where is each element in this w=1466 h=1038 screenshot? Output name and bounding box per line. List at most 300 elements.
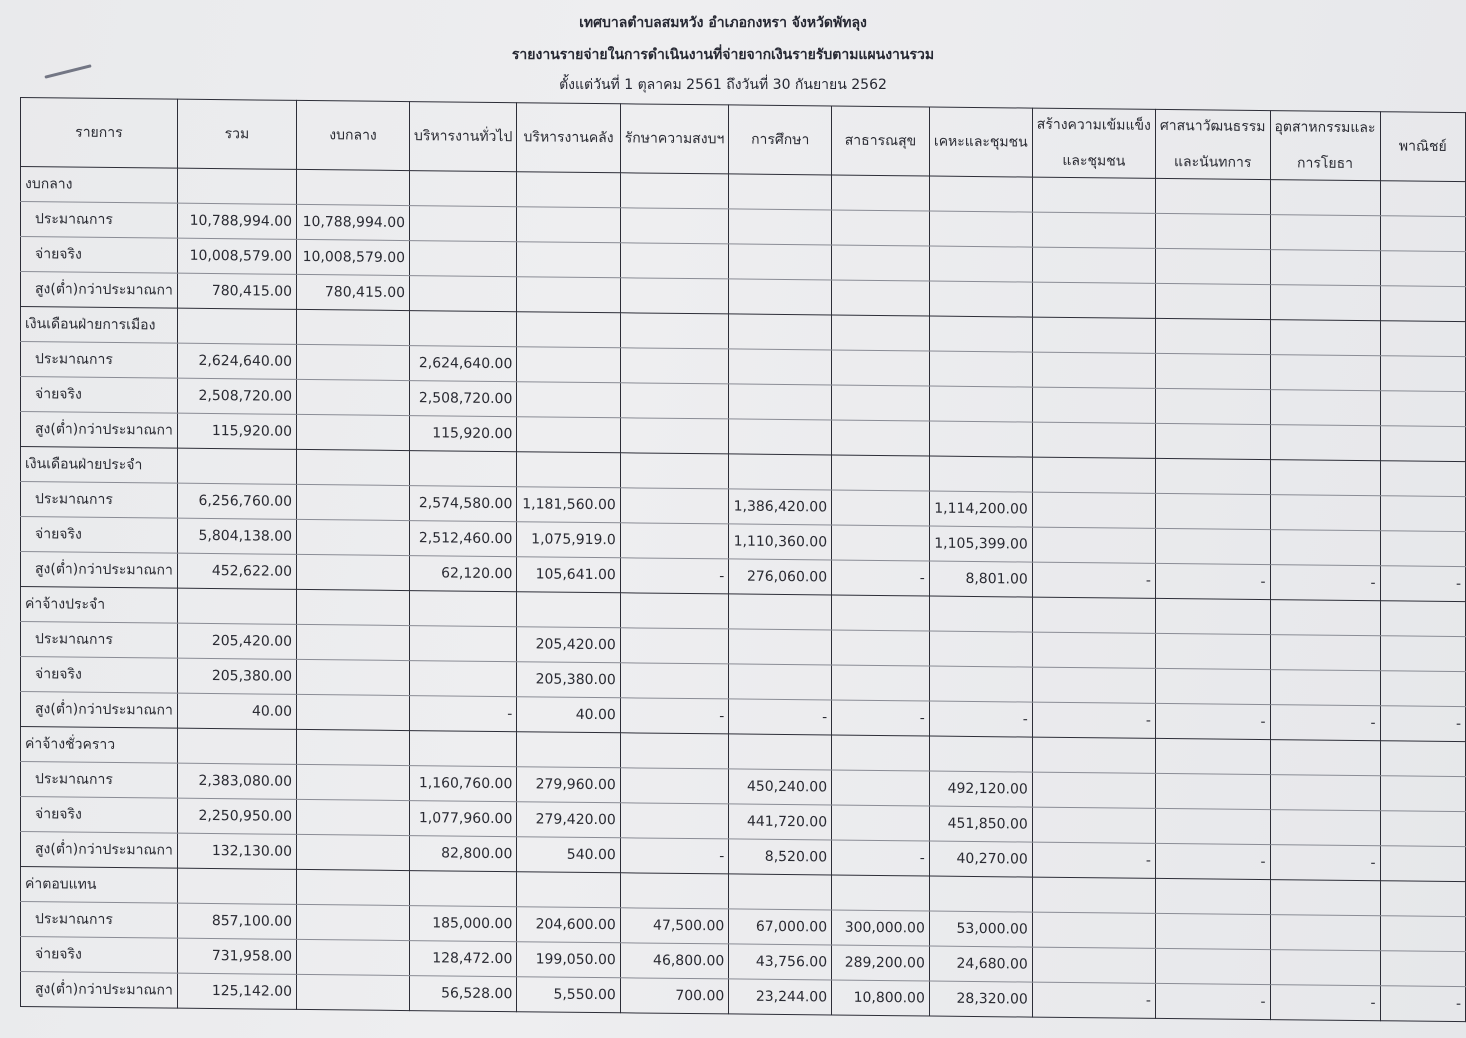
- table-cell: 780,415.00: [297, 274, 410, 310]
- row-label: สูง(ต่ำ)กว่าประมาณกา: [21, 692, 178, 729]
- table-cell: [1270, 320, 1380, 356]
- table-cell: [832, 805, 930, 841]
- table-cell: 205,420.00: [177, 623, 296, 659]
- table-cell: -: [1032, 842, 1155, 878]
- report-body: [21, 167, 1466, 1022]
- row-label: จ่ายจริง: [21, 797, 178, 834]
- table-cell: [1270, 530, 1380, 566]
- table-cell: [517, 277, 620, 313]
- table-cell: 300,000.00: [832, 910, 930, 946]
- table-cell: 5,804,138.00: [177, 518, 296, 554]
- table-cell: [620, 383, 729, 419]
- table-cell: [297, 659, 410, 695]
- table-cell: [729, 314, 832, 350]
- table-cell: 125,142.00: [177, 973, 296, 1009]
- group-title: เงินเดือนฝ่ายประจำ: [21, 447, 178, 484]
- table-cell: [1270, 495, 1380, 531]
- table-cell: 2,508,720.00: [177, 378, 296, 414]
- table-cell: [297, 694, 410, 730]
- table-cell: 10,800.00: [832, 980, 930, 1016]
- table-cell: [1155, 528, 1270, 564]
- table-cell: [297, 764, 410, 800]
- table-cell: [1270, 635, 1380, 671]
- table-cell: 23,244.00: [729, 979, 832, 1015]
- table-cell: [1380, 671, 1465, 707]
- row-label: ประมาณการ: [21, 482, 178, 519]
- table-cell: -: [1380, 986, 1465, 1022]
- table-cell: -: [1032, 982, 1155, 1018]
- table-cell: [729, 664, 832, 700]
- table-cell: [620, 313, 729, 349]
- table-cell: [1155, 808, 1270, 844]
- table-cell: [410, 626, 517, 662]
- table-cell: [297, 904, 410, 940]
- table-cell: [297, 834, 410, 870]
- table-cell: 1,105,399.00: [929, 526, 1032, 562]
- column-header: บริหารงานทั่วไป: [410, 102, 517, 172]
- table-cell: [1032, 912, 1155, 948]
- table-cell: 199,050.00: [517, 942, 620, 978]
- table-cell: [1270, 740, 1380, 776]
- table-cell: [1032, 282, 1155, 318]
- table-cell: [1032, 422, 1155, 458]
- table-cell: [297, 169, 410, 205]
- table-cell: [1032, 352, 1155, 388]
- table-cell: 492,120.00: [929, 771, 1032, 807]
- table-cell: -: [1380, 566, 1465, 602]
- table-cell: 185,000.00: [410, 906, 517, 942]
- table-cell: -: [1155, 983, 1270, 1019]
- row-label: ประมาณการ: [21, 622, 178, 659]
- expense-report-table: [20, 97, 1466, 1022]
- column-header: เคหะและชุมชน: [929, 107, 1032, 177]
- table-cell: 40.00: [177, 693, 296, 729]
- row-label: สูง(ต่ำ)กว่าประมาณกา: [21, 272, 178, 309]
- table-cell: [929, 876, 1032, 912]
- table-cell: [1032, 177, 1155, 213]
- table-cell: [620, 523, 729, 559]
- table-cell: [620, 348, 729, 384]
- table-cell: 10,008,579.00: [297, 239, 410, 275]
- table-cell: 67,000.00: [729, 909, 832, 945]
- table-cell: 28,320.00: [929, 981, 1032, 1017]
- table-cell: [620, 208, 729, 244]
- table-cell: [1270, 285, 1380, 321]
- table-cell: [620, 733, 729, 769]
- table-cell: -: [832, 700, 930, 736]
- table-cell: [832, 350, 930, 386]
- table-cell: -: [1155, 843, 1270, 879]
- table-cell: 105,641.00: [517, 557, 620, 593]
- table-cell: 279,960.00: [517, 767, 620, 803]
- column-header: งบกลาง: [297, 100, 410, 170]
- row-label: ประมาณการ: [21, 902, 178, 939]
- table-cell: -: [1032, 702, 1155, 738]
- table-cell: 115,920.00: [177, 413, 296, 449]
- table-cell: -: [620, 838, 729, 874]
- table-cell: [410, 451, 517, 487]
- table-cell: [1155, 633, 1270, 669]
- table-cell: [1155, 668, 1270, 704]
- table-cell: 5,550.00: [517, 977, 620, 1013]
- row-label: ประมาณการ: [21, 342, 178, 379]
- table-cell: [297, 449, 410, 485]
- table-cell: -: [832, 560, 930, 596]
- column-header-line1: อุตสาหกรรมและ: [1274, 119, 1376, 137]
- table-cell: [517, 592, 620, 628]
- table-cell: 451,850.00: [929, 806, 1032, 842]
- table-cell: [1270, 950, 1380, 986]
- table-cell: [1270, 880, 1380, 916]
- table-cell: [1155, 213, 1270, 249]
- report-org-title: เทศบาลตำบลสมหวัง อำเภอกงหรา จังหวัดพัทลุง: [579, 15, 867, 31]
- table-cell: 8,801.00: [929, 561, 1032, 597]
- table-cell: [1270, 460, 1380, 496]
- table-cell: [1032, 737, 1155, 773]
- table-cell: [832, 175, 930, 211]
- table-cell: [1032, 877, 1155, 913]
- table-cell: [729, 384, 832, 420]
- table-cell: [297, 589, 410, 625]
- table-cell: [177, 308, 296, 344]
- column-header: [1155, 109, 1270, 179]
- table-cell: [1155, 388, 1270, 424]
- table-cell: [1270, 600, 1380, 636]
- table-cell: [832, 595, 930, 631]
- table-cell: [1380, 811, 1465, 847]
- row-label: ประมาณการ: [21, 202, 178, 239]
- table-cell: [832, 770, 930, 806]
- table-cell: [929, 211, 1032, 247]
- table-cell: [1155, 353, 1270, 389]
- table-cell: -: [929, 701, 1032, 737]
- table-cell: [517, 452, 620, 488]
- table-cell: 2,508,720.00: [410, 381, 517, 417]
- table-cell: [929, 316, 1032, 352]
- table-cell: [832, 385, 930, 421]
- row-label: สูง(ต่ำ)กว่าประมาณกา: [21, 972, 178, 1009]
- table-cell: [1155, 178, 1270, 214]
- table-cell: [1270, 390, 1380, 426]
- table-cell: [929, 281, 1032, 317]
- table-cell: 10,788,994.00: [297, 204, 410, 240]
- table-cell: [1270, 810, 1380, 846]
- table-cell: [517, 172, 620, 208]
- table-cell: 62,120.00: [410, 556, 517, 592]
- table-cell: -: [1270, 705, 1380, 741]
- column-header: บริหารงานคลัง: [517, 103, 620, 173]
- table-cell: 43,756.00: [729, 944, 832, 980]
- table-cell: [1270, 355, 1380, 391]
- table-cell: [1032, 212, 1155, 248]
- table-cell: [1032, 492, 1155, 528]
- table-cell: [1155, 878, 1270, 914]
- table-cell: 53,000.00: [929, 911, 1032, 947]
- table-cell: 450,240.00: [729, 769, 832, 805]
- table-cell: [1270, 180, 1380, 216]
- table-cell: [1380, 426, 1465, 462]
- table-cell: 205,420.00: [517, 627, 620, 663]
- row-label: สูง(ต่ำ)กว่าประมาณกา: [21, 832, 178, 869]
- table-cell: 2,624,640.00: [410, 346, 517, 382]
- table-cell: [1380, 601, 1465, 637]
- table-cell: 10,788,994.00: [177, 203, 296, 239]
- table-cell: [1155, 458, 1270, 494]
- table-cell: 1,114,200.00: [929, 491, 1032, 527]
- table-cell: -: [1270, 845, 1380, 881]
- row-label: จ่ายจริง: [21, 517, 178, 554]
- table-cell: [729, 209, 832, 245]
- row-label: จ่ายจริง: [21, 937, 178, 974]
- table-cell: 452,622.00: [177, 553, 296, 589]
- table-cell: 1,160,760.00: [410, 766, 517, 802]
- table-cell: [1032, 527, 1155, 563]
- column-header: รายการ: [21, 98, 178, 169]
- table-cell: [1032, 772, 1155, 808]
- table-cell: [410, 276, 517, 312]
- table-cell: [297, 729, 410, 765]
- column-header: สาธารณสุข: [832, 106, 930, 176]
- table-cell: [517, 242, 620, 278]
- table-cell: [620, 593, 729, 629]
- table-cell: [929, 351, 1032, 387]
- table-cell: [517, 312, 620, 348]
- table-cell: [620, 873, 729, 909]
- table-cell: [1155, 423, 1270, 459]
- table-cell: [1270, 670, 1380, 706]
- table-cell: [297, 309, 410, 345]
- table-cell: 1,075,919.0: [517, 522, 620, 558]
- table-cell: [410, 311, 517, 347]
- table-cell: [620, 243, 729, 279]
- table-cell: [929, 246, 1032, 282]
- table-cell: [832, 315, 930, 351]
- table-cell: -: [729, 699, 832, 735]
- table-cell: [620, 488, 729, 524]
- table-cell: [1380, 846, 1465, 882]
- table-cell: 205,380.00: [517, 662, 620, 698]
- column-header-line1: สร้างความเข้มแข็ง: [1036, 116, 1151, 134]
- table-cell: [929, 421, 1032, 457]
- table-cell: [1032, 597, 1155, 633]
- table-cell: -: [1032, 562, 1155, 598]
- table-cell: 24,680.00: [929, 946, 1032, 982]
- table-cell: [1380, 286, 1465, 322]
- table-cell: [1155, 913, 1270, 949]
- table-cell: [832, 735, 930, 771]
- group-title: ค่าจ้างประจำ: [21, 587, 178, 624]
- table-cell: -: [1155, 563, 1270, 599]
- table-cell: [729, 734, 832, 770]
- table-cell: [832, 280, 930, 316]
- table-cell: 1,386,420.00: [729, 489, 832, 525]
- table-cell: [1380, 391, 1465, 427]
- table-cell: [1032, 387, 1155, 423]
- table-cell: -: [620, 698, 729, 734]
- column-header: รักษาความสงบฯ: [620, 104, 729, 174]
- table-cell: [832, 420, 930, 456]
- table-cell: [729, 454, 832, 490]
- table-cell: [1270, 215, 1380, 251]
- table-cell: [1032, 247, 1155, 283]
- table-cell: [929, 631, 1032, 667]
- table-cell: [297, 484, 410, 520]
- table-cell: 47,500.00: [620, 908, 729, 944]
- table-cell: [1155, 318, 1270, 354]
- table-cell: 2,383,080.00: [177, 763, 296, 799]
- table-cell: [729, 874, 832, 910]
- table-cell: 82,800.00: [410, 836, 517, 872]
- table-cell: 10,008,579.00: [177, 238, 296, 274]
- table-cell: [1155, 598, 1270, 634]
- table-cell: [620, 628, 729, 664]
- table-cell: -: [1270, 565, 1380, 601]
- table-cell: [177, 168, 296, 204]
- table-cell: [729, 419, 832, 455]
- row-label: สูง(ต่ำ)กว่าประมาณกา: [21, 552, 178, 589]
- column-header: พาณิชย์: [1380, 112, 1465, 182]
- table-cell: [1380, 251, 1465, 287]
- report-period: ตั้งแต่วันที่ 1 ตุลาคม 2561 ถึงวันที่ 30 กันยายน 2562: [559, 77, 887, 93]
- table-cell: -: [832, 840, 930, 876]
- table-cell: 700.00: [620, 978, 729, 1014]
- table-cell: 857,100.00: [177, 903, 296, 939]
- table-cell: [929, 176, 1032, 212]
- table-cell: [1380, 321, 1465, 357]
- table-cell: [1380, 181, 1465, 217]
- table-cell: [517, 347, 620, 383]
- table-cell: [297, 344, 410, 380]
- table-cell: [929, 386, 1032, 422]
- table-cell: [1270, 915, 1380, 951]
- table-cell: [297, 939, 410, 975]
- table-cell: [297, 519, 410, 555]
- table-cell: -: [1155, 703, 1270, 739]
- table-cell: [297, 379, 410, 415]
- table-cell: [832, 875, 930, 911]
- table-cell: 40,270.00: [929, 841, 1032, 877]
- table-cell: [832, 210, 930, 246]
- table-cell: -: [410, 696, 517, 732]
- table-cell: [929, 736, 1032, 772]
- table-cell: [1380, 881, 1465, 917]
- table-cell: [729, 629, 832, 665]
- row-label: สูง(ต่ำ)กว่าประมาณกา: [21, 412, 178, 449]
- table-cell: 46,800.00: [620, 943, 729, 979]
- table-cell: [1155, 948, 1270, 984]
- table-cell: [729, 594, 832, 630]
- table-cell: [297, 624, 410, 660]
- table-cell: [297, 414, 410, 450]
- table-cell: 2,624,640.00: [177, 343, 296, 379]
- table-cell: [620, 173, 729, 209]
- table-cell: [1380, 496, 1465, 532]
- table-cell: 289,200.00: [832, 945, 930, 981]
- table-cell: [1032, 632, 1155, 668]
- table-cell: [410, 591, 517, 627]
- table-cell: [929, 596, 1032, 632]
- table-cell: [517, 872, 620, 908]
- column-header-line2: การโยธา: [1297, 155, 1353, 172]
- table-cell: 8,520.00: [729, 839, 832, 875]
- column-header: [1032, 108, 1155, 178]
- table-cell: 2,250,950.00: [177, 798, 296, 834]
- table-cell: [410, 171, 517, 207]
- table-cell: 204,600.00: [517, 907, 620, 943]
- table-cell: [297, 799, 410, 835]
- table-cell: [832, 665, 930, 701]
- column-header-line1: ศาสนาวัฒนธรรม: [1159, 117, 1266, 136]
- column-header-line2: และชุมชน: [1062, 152, 1126, 170]
- table-cell: [517, 207, 620, 243]
- group-title: งบกลาง: [21, 167, 178, 204]
- table-cell: 1,181,560.00: [517, 487, 620, 523]
- table-cell: [620, 278, 729, 314]
- group-title: เงินเดือนฝ่ายการเมือง: [21, 307, 178, 344]
- table-cell: [929, 456, 1032, 492]
- table-cell: 279,420.00: [517, 802, 620, 838]
- group-title: ค่าตอบแทน: [21, 867, 178, 904]
- table-cell: 1,110,360.00: [729, 524, 832, 560]
- table-cell: [620, 768, 729, 804]
- table-cell: [620, 453, 729, 489]
- table-cell: [1032, 317, 1155, 353]
- table-cell: [620, 418, 729, 454]
- table-cell: [517, 417, 620, 453]
- table-cell: [1380, 636, 1465, 672]
- table-cell: [177, 448, 296, 484]
- table-cell: [1270, 250, 1380, 286]
- table-cell: [1380, 356, 1465, 392]
- table-cell: [297, 554, 410, 590]
- table-cell: [410, 731, 517, 767]
- table-cell: [297, 869, 410, 905]
- table-cell: [729, 244, 832, 280]
- table-cell: [1380, 741, 1465, 777]
- table-cell: [729, 174, 832, 210]
- table-cell: [1380, 461, 1465, 497]
- table-cell: 115,920.00: [410, 416, 517, 452]
- table-cell: [1270, 775, 1380, 811]
- table-cell: [832, 245, 930, 281]
- table-cell: [410, 206, 517, 242]
- table-cell: [1155, 493, 1270, 529]
- table-cell: [1270, 425, 1380, 461]
- table-cell: 6,256,760.00: [177, 483, 296, 519]
- table-cell: [177, 868, 296, 904]
- table-cell: [517, 382, 620, 418]
- table-cell: [1032, 667, 1155, 703]
- table-cell: [1032, 807, 1155, 843]
- table-cell: 205,380.00: [177, 658, 296, 694]
- column-header-line2: และนันทการ: [1174, 154, 1252, 171]
- table-cell: 2,574,580.00: [410, 486, 517, 522]
- table-cell: [177, 728, 296, 764]
- table-cell: [1155, 248, 1270, 284]
- table-cell: [1032, 947, 1155, 983]
- table-cell: [832, 525, 930, 561]
- table-cell: [729, 279, 832, 315]
- table-cell: [410, 241, 517, 277]
- row-label: จ่ายจริง: [21, 237, 178, 274]
- table-cell: [1380, 216, 1465, 252]
- table-cell: [410, 871, 517, 907]
- table-cell: 276,060.00: [729, 559, 832, 595]
- table-cell: 128,472.00: [410, 941, 517, 977]
- table-cell: [620, 663, 729, 699]
- column-header: การศึกษา: [729, 105, 832, 175]
- group-title: ค่าจ้างชั่วคราว: [21, 727, 178, 764]
